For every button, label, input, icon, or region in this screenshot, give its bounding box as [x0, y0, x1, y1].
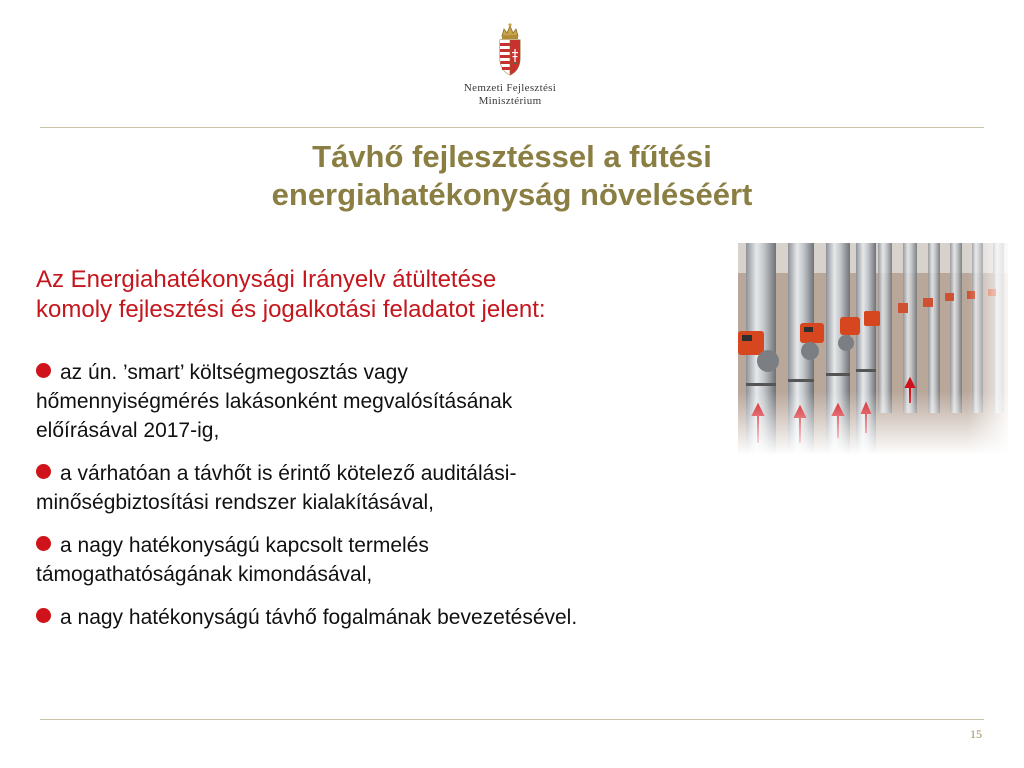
bullet-text: az ún. ’smart’ költségmegosztás vagy: [60, 361, 408, 384]
bullet-text: a várhatóan a távhőt is érintő kötelező auditálási-: [60, 462, 517, 485]
intro-line-2: komoly fejlesztési és jogalkotási feladatot jelent:: [36, 296, 546, 323]
heating-pipes-photo: [738, 243, 1008, 455]
page-number: 15: [970, 727, 982, 741]
red-dot-icon: [36, 464, 51, 479]
logo-line-1: Nemzeti Fejlesztési: [463, 82, 557, 94]
bullet-item: [36, 603, 776, 632]
red-dot-icon: [36, 608, 51, 623]
title-line-1: Távhő fejlesztéssel a fűtési: [312, 139, 712, 174]
bullet-text: támogathatóságának kimondásával,: [36, 563, 373, 586]
ministry-logo: [440, 22, 580, 122]
bullet-text: a nagy hatékonyságú távhő fogalmának bevezetésével.: [60, 606, 578, 629]
intro-text: [36, 265, 736, 325]
bullet-item: [36, 531, 776, 589]
red-dot-icon: [36, 536, 51, 551]
bullet-text: előírásával 2017-ig,: [36, 419, 220, 442]
coat-of-arms-icon: [495, 22, 525, 78]
heating-pipes-illustration: [738, 243, 1008, 455]
bullet-item: [36, 358, 776, 445]
bullet-item: [36, 459, 776, 517]
logo-line-2: Minisztérium: [478, 95, 542, 107]
bottom-divider: [40, 719, 984, 720]
red-dot-icon: [36, 363, 51, 378]
top-divider: [40, 127, 984, 128]
bullet-text: minőségbiztosítási rendszer kialakításával,: [36, 491, 435, 514]
bullet-text: a nagy hatékonyságú kapcsolt termelés: [60, 534, 429, 557]
title-line-2: energiahatékonyság növeléséért: [271, 177, 753, 212]
bullet-text: hőmennyiségmérés lakásonként megvalósításának: [36, 390, 513, 413]
slide-title: [0, 138, 1024, 214]
intro-line-1: Az Energiahatékonysági Irányelv átültetése: [36, 266, 497, 293]
bullet-list: [36, 358, 776, 646]
